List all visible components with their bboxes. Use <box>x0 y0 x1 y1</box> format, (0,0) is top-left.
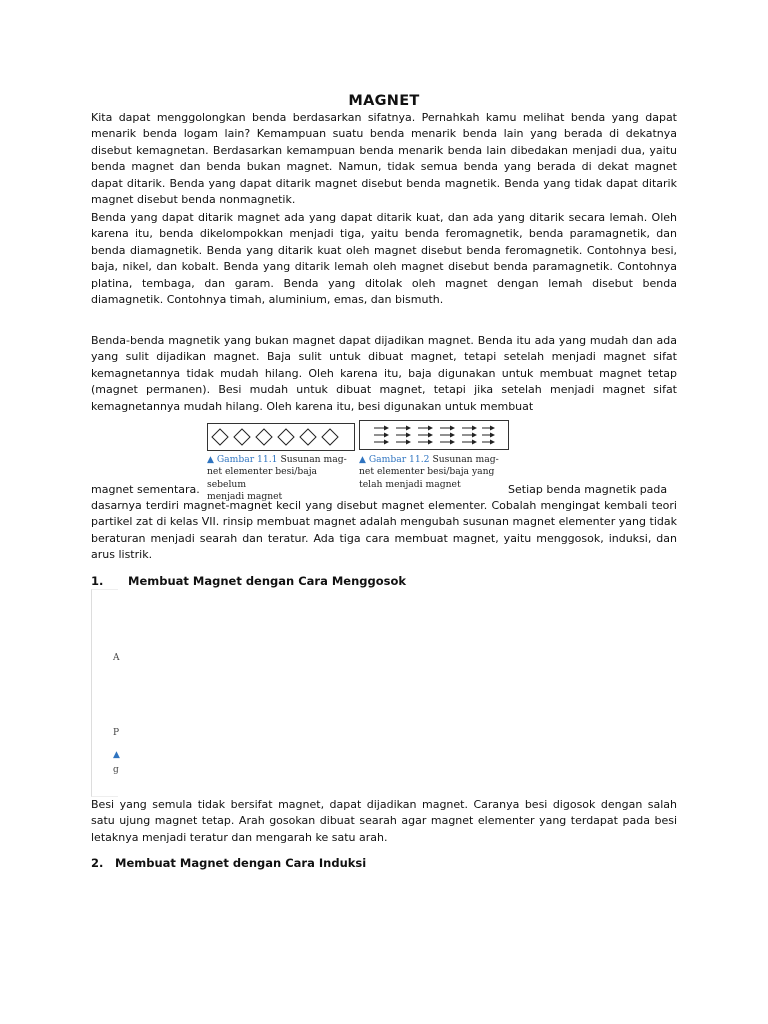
cropped-figure-image <box>91 589 118 797</box>
section-heading-1: 1. Membuat Magnet dengan Cara Menggosok <box>91 574 407 588</box>
triangle-marker-icon: ▲ <box>113 750 120 760</box>
section-heading-2: 2. Membuat Magnet dengan Cara Induksi <box>91 856 367 870</box>
magnet-element <box>300 429 316 445</box>
aligned-magnet-diagram <box>360 421 508 449</box>
paragraph-magnet-types: Benda-benda magnetik yang bukan magnet dapat dijadikan magnet. Benda itu ada yang mudah dan ada yang sulit dijadikan magnet. Baja sulit untuk dibuat magnet, tetapi setelah menjadi magnet sifat kemagnetannya tidak mudah hilang. Oleh karena itu, baja digunakan untuk membuat magnet tetap (magnet permanen). Besi mudah untuk dibuat magnet, tetapi jika setelah menjadi magnet sifat kemagnetannya mudah hilang. Oleh karena itu, besi digunakan untuk membuat <box>91 334 677 413</box>
paragraph-continuation-left: magnet sementara. <box>91 483 200 496</box>
triangle-marker-icon: ▲ <box>207 455 214 465</box>
figure-label: Gambar 11.1 <box>216 454 278 465</box>
magnet-element <box>322 429 338 445</box>
paragraph-elementary-magnets: dasarnya terdiri magnet-magnet kecil yang disebut magnet elementer. Cobalah mengingat kembali teori partikel zat di kelas VII. rinsip membuat magnet adalah mengubah susunan magnet elementer yang tidak beraturan menjadi searah dan teratur. Ada tiga cara membuat magnet, yaitu menggosok, induksi, dan arus listrik. <box>91 499 677 562</box>
image-fragment-text: A <box>113 653 120 663</box>
paragraph-classification: Benda yang dapat ditarik magnet ada yang dapat ditarik kuat, dan ada yang ditarik secara lemah. Oleh karena itu, benda dikelompokkan menjadi tiga, yaitu benda feromagnetik, benda paramagnetik, dan benda diamagnetik. Benda yang ditarik kuat oleh magnet disebut benda feromagnetik. Contohnya besi, baja, nikel, dan kobalt. Benda yang ditarik lemah oleh magnet disebut benda paramagnetik. Contohnya platina, tembaga, dan garam. Benda yang ditolak oleh magnet dengan lemah disebut benda diamagnetik. Contohnya timah, aluminium, emas, dan bismuth. <box>91 211 677 307</box>
paragraph-rubbing-method: Besi yang semula tidak bersifat magnet, dapat dijadikan magnet. Caranya besi digosok dengan salah satu ujung magnet tetap. Arah gosokan dibuat searah agar magnet elementer yang terdapat pada besi letaknya menjadi teratur dan mengarah ke satu arah. <box>91 798 677 844</box>
unaligned-magnet-diagram <box>208 424 354 450</box>
figure-aligned-magnets <box>359 420 509 450</box>
figure-label: Gambar 11.2 <box>368 454 430 465</box>
figure-caption-11-1: ▲ Gambar 11.1 Susunan mag- net elementer besi/baja sebelum menjadi magnet <box>207 454 347 502</box>
paragraph-continuation-right: Setiap benda magnetik pada <box>508 483 668 496</box>
triangle-marker-icon: ▲ <box>359 455 366 465</box>
magnet-element <box>256 429 272 445</box>
paragraph-intro: Kita dapat menggolongkan benda berdasarkan sifatnya. Pernahkah kamu melihat benda yang dapat menarik benda logam lain? Kemampuan suatu benda menarik benda lain yang berada di dekatnya disebut kemagnetan. Berdasarkan kemampuan benda menarik benda lain dibedakan menjadi dua, yaitu benda magnet dan benda bukan magnet. Namun, tidak semua benda yang berada di dekat magnet dapat ditarik. Benda yang dapat ditarik magnet disebut benda magnetik. Benda yang tidak dapat ditarik magnet disebut benda nonmagnetik. <box>91 111 677 207</box>
magnet-element <box>234 429 250 445</box>
figure-caption-11-2: ▲ Gambar 11.2 Susunan mag- net elementer besi/baja yang telah menjadi magnet <box>359 454 499 490</box>
magnet-element <box>212 429 228 445</box>
image-fragment-text: g <box>113 765 119 775</box>
image-fragment-text: P <box>113 728 120 738</box>
figure-unaligned-magnets <box>207 423 355 451</box>
magnet-element <box>278 429 294 445</box>
page-title: MAGNET <box>348 93 420 109</box>
